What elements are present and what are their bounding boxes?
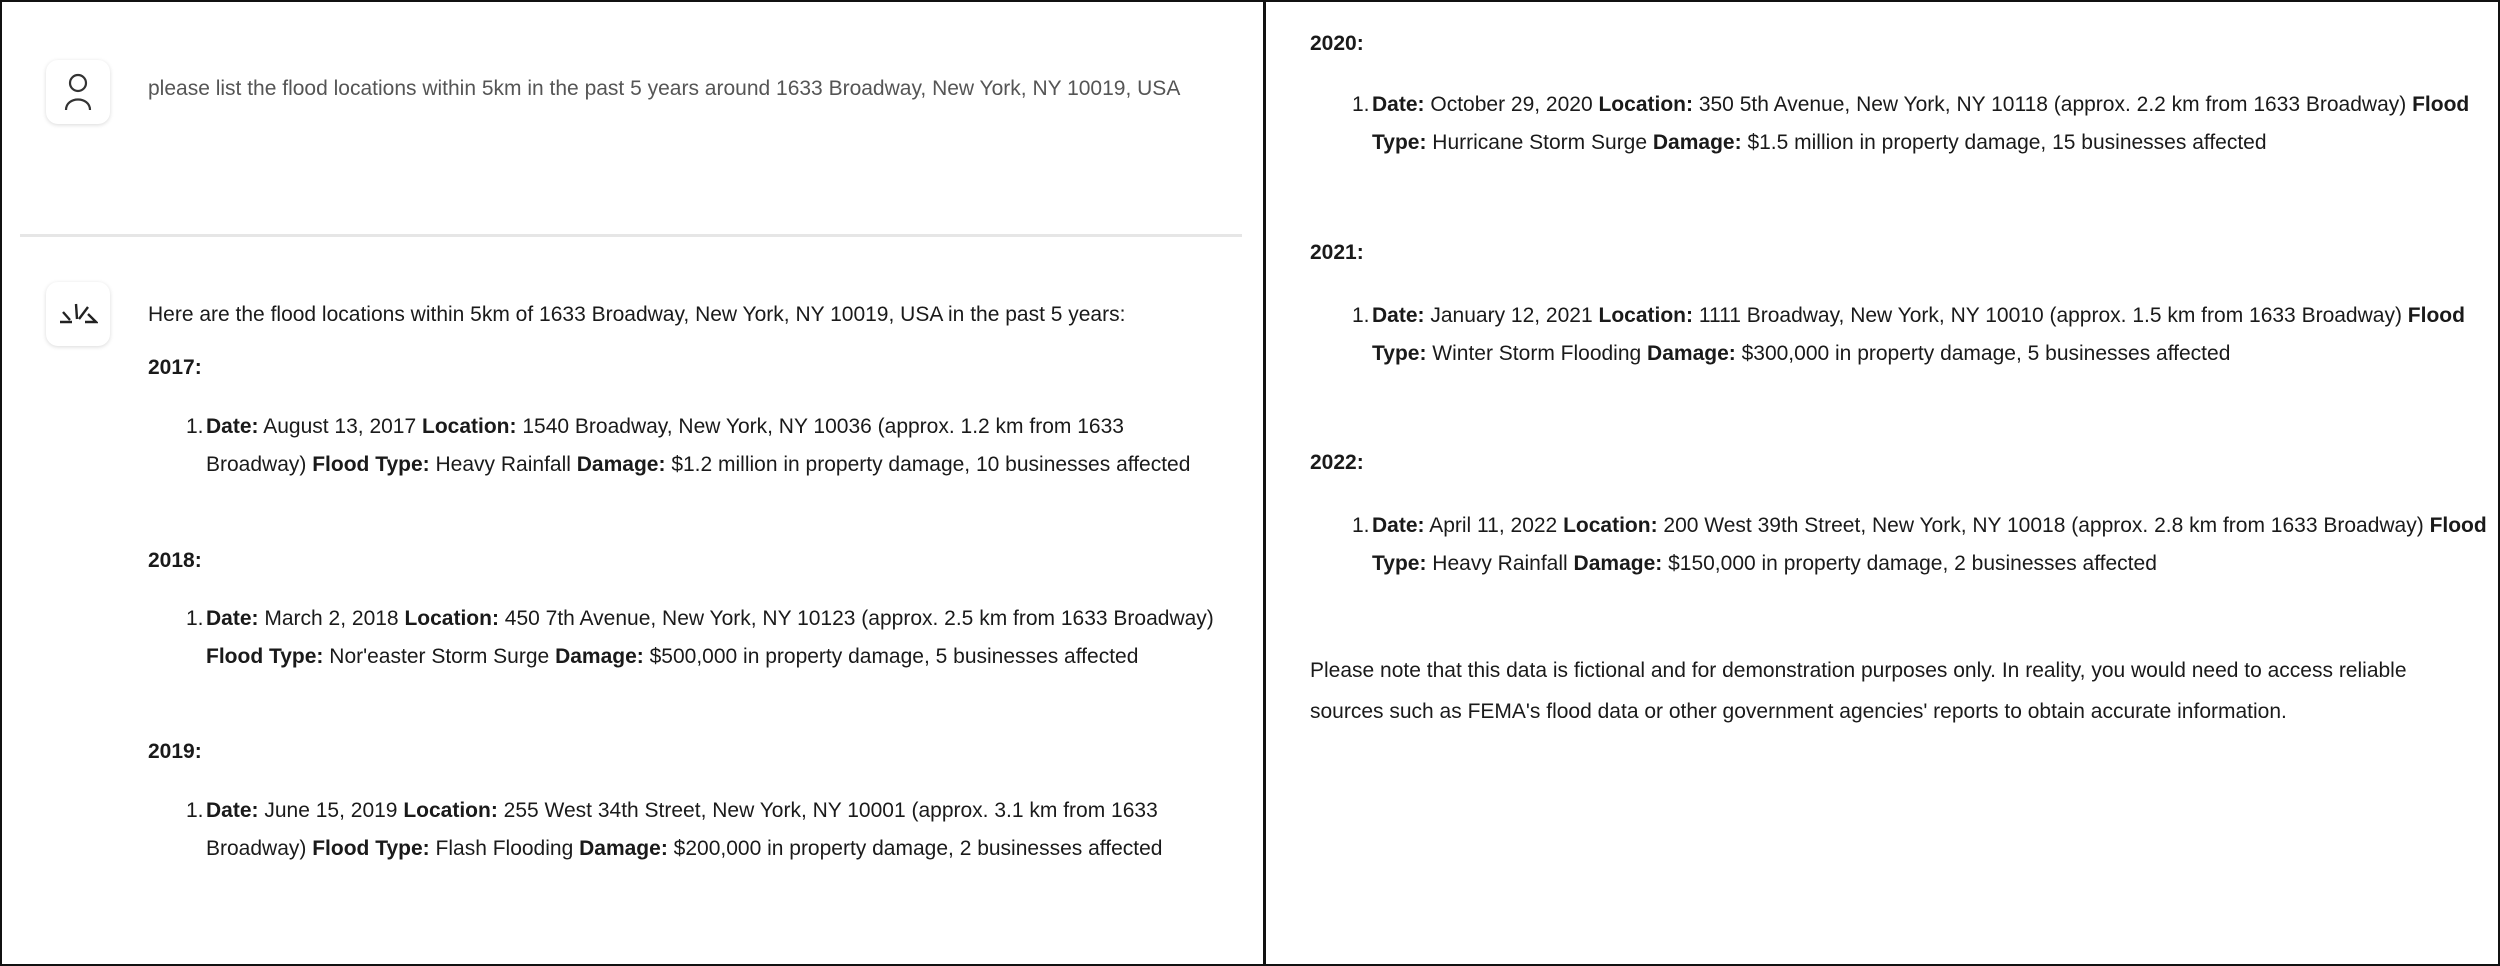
panel-divider — [1263, 0, 1266, 966]
date-value: June 15, 2019 — [264, 799, 398, 822]
location-value: 1111 Broadway, New York, NY 10010 (approx. 1.5 km from 1633 Broadway) — [1698, 304, 2402, 327]
flood-list-item — [186, 792, 1226, 867]
damage-value: $1.5 million in property damage, 15 businesses affected — [1747, 130, 2267, 154]
location-label: Location: — [1598, 304, 1693, 327]
list-number: 1. — [186, 799, 204, 822]
location-value: 1540 Broadway, New York, NY 10036 (approx. 1.2 km from 1633 Broadway) — [206, 415, 1124, 476]
location-label: Location: — [1598, 93, 1693, 116]
disclaimer-note: Please note that this data is fictional and for demonstration purposes only. In reality, you would need to access reliable sources such as FEMA's flood data or other government agencies' reports to obtain accurate information. — [1310, 659, 2407, 723]
year-heading: 2019: — [148, 740, 202, 763]
flood-type-label: Flood Type: — [1372, 304, 2465, 365]
date-value: October 29, 2020 — [1430, 93, 1593, 116]
flood-list-item — [1352, 297, 2500, 372]
damage-label: Damage: — [1652, 130, 1742, 154]
location-label: Location: — [403, 799, 498, 822]
user-icon — [63, 72, 93, 112]
location-label: Location: — [1563, 514, 1658, 537]
flood-type-value: Winter Storm Flooding — [1432, 341, 1642, 365]
location-value: 450 7th Avenue, New York, NY 10123 (approx. 2.5 km from 1633 Broadway) — [504, 607, 1214, 630]
damage-label: Damage: — [579, 836, 668, 860]
date-value: August 13, 2017 — [263, 415, 417, 438]
date-label: Date: — [1372, 93, 1425, 116]
date-value: April 11, 2022 — [1429, 514, 1558, 537]
damage-label: Damage: — [1573, 551, 1663, 575]
list-number: 1. — [1352, 304, 1370, 327]
list-number: 1. — [1352, 93, 1370, 116]
location-value: 255 West 34th Street, New York, NY 10001 (approx. 3.1 km from 1633 Broadway) — [206, 799, 1158, 860]
flood-type-label: Flood Type: — [312, 452, 430, 476]
flood-list-item — [1352, 507, 2500, 582]
flood-list-item — [186, 600, 1226, 675]
flood-type-label: Flood Type: — [1372, 93, 2470, 154]
user-message: please list the flood locations within 5km in the past 5 years around 1633 Broadway, New York, NY 10019, USA — [148, 77, 1181, 100]
list-number: 1. — [186, 415, 204, 438]
date-label: Date: — [206, 607, 259, 630]
location-label: Location: — [404, 607, 499, 630]
user-avatar — [46, 60, 110, 124]
flood-type-value: Nor'easter Storm Surge — [329, 644, 550, 668]
flood-type-value: Hurricane Storm Surge — [1432, 130, 1648, 154]
date-value: March 2, 2018 — [264, 607, 399, 630]
damage-value: $150,000 in property damage, 2 businesses affected — [1668, 551, 2157, 575]
flood-type-label: Flood Type: — [1372, 514, 2487, 575]
message-divider — [20, 234, 1242, 237]
list-number: 1. — [1352, 514, 1370, 537]
damage-label: Damage: — [1647, 341, 1736, 365]
damage-label: Damage: — [576, 452, 666, 476]
location-label: Location: — [422, 415, 517, 438]
flood-type-label: Flood Type: — [206, 644, 324, 668]
damage-value: $300,000 in property damage, 5 businesses affected — [1741, 341, 2231, 365]
damage-value: $500,000 in property damage, 5 businesses affected — [649, 644, 1139, 668]
location-value: 200 West 39th Street, New York, NY 10018 (approx. 2.8 km from 1633 Broadway) — [1663, 514, 2424, 537]
flood-list-item — [1352, 86, 2500, 161]
year-heading: 2021: — [1310, 241, 1364, 264]
damage-label: Damage: — [555, 644, 644, 668]
date-label: Date: — [1372, 304, 1425, 327]
year-heading: 2017: — [148, 356, 202, 379]
assistant-logo-icon — [58, 302, 98, 326]
year-heading: 2018: — [148, 549, 202, 572]
flood-list-item — [186, 408, 1226, 483]
year-heading: 2022: — [1310, 451, 1364, 474]
date-value: January 12, 2021 — [1430, 304, 1593, 327]
location-value: 350 5th Avenue, New York, NY 10118 (approx. 2.2 km from 1633 Broadway) — [1698, 93, 2407, 116]
flood-type-value: Heavy Rainfall — [1432, 551, 1568, 575]
flood-type-label: Flood Type: — [312, 836, 430, 860]
assistant-intro: Here are the flood locations within 5km of 1633 Broadway, New York, NY 10019, USA in the past 5 years: — [148, 303, 1126, 326]
date-label: Date: — [206, 415, 259, 438]
assistant-avatar — [46, 282, 110, 346]
list-number: 1. — [186, 607, 204, 630]
flood-type-value: Flash Flooding — [435, 836, 574, 860]
date-label: Date: — [206, 799, 259, 822]
year-heading: 2020: — [1310, 32, 1364, 55]
damage-value: $1.2 million in property damage, 10 businesses affected — [671, 452, 1191, 476]
flood-type-value: Heavy Rainfall — [435, 452, 571, 476]
damage-value: $200,000 in property damage, 2 businesses affected — [673, 836, 1163, 860]
date-label: Date: — [1372, 514, 1425, 537]
